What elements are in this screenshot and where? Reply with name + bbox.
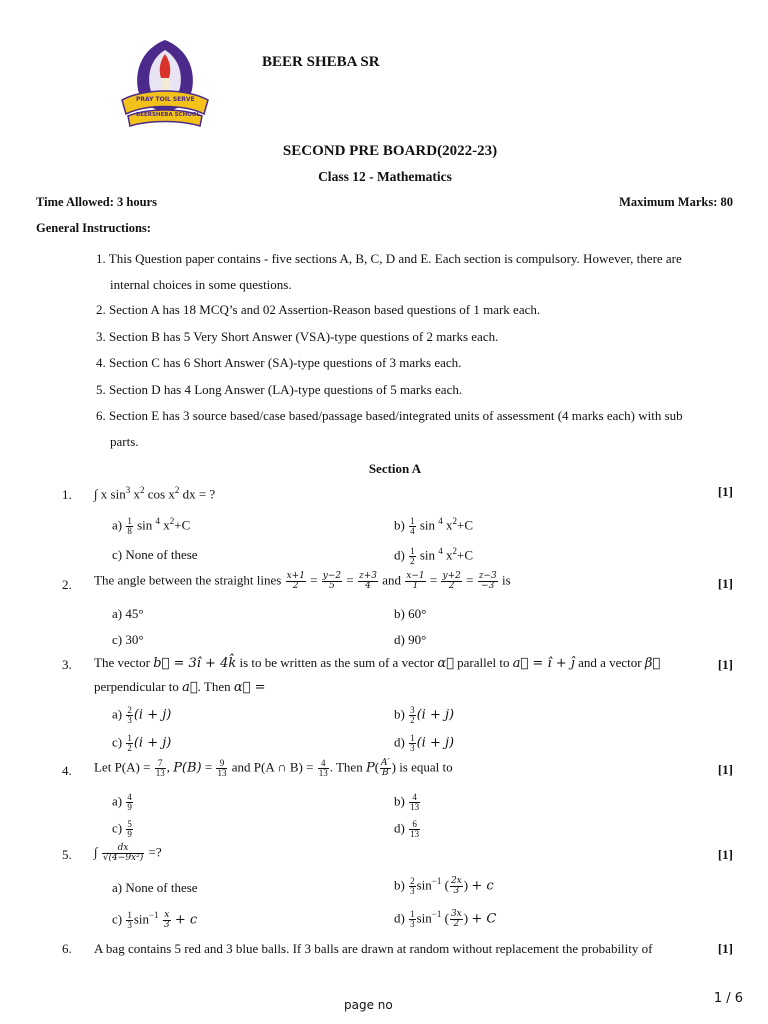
question-mark: [1] (717, 576, 733, 591)
instruction-item: parts. (110, 434, 139, 449)
page-label: page no (344, 998, 393, 1012)
question-2-text: The angle between the straight lines $\frac{x+1}{2}$ = $\frac{y-2}{5}$ = $\frac{z+3}{4}$ and $\frac{x-1}{1}$ = $\frac{y+2}{2}$ = $\frac{z-3}{-3}$ is (94, 571, 511, 591)
instructions-heading: General Instructions: (36, 221, 151, 235)
logo-motto: PRAY TOIL SERVE (136, 96, 195, 103)
option-d: d) 90° (394, 632, 427, 647)
option-c: c) $\frac{1}{2}$ (i + j) (112, 733, 172, 753)
q3-text: . Then (197, 679, 231, 694)
question-mark: [1] (717, 847, 733, 862)
question-number: 6. (62, 941, 72, 956)
option-d: d) $\frac{1}{3}$ (i + j) (394, 733, 455, 753)
school-name: BEER SHEBA SR (262, 54, 380, 70)
question-mark: [1] (717, 657, 733, 672)
question-number: 3. (62, 657, 72, 672)
question-mark: [1] (717, 484, 733, 499)
max-marks: Maximum Marks: 80 (619, 195, 733, 209)
option-b: b) $\frac{4}{13}$ (394, 792, 420, 812)
instruction-item: internal choices in some questions. (110, 277, 292, 292)
question-number: 1. (62, 487, 72, 502)
page-count: 1 / 6 (713, 991, 743, 1006)
option-a: a) $\frac{2}{3}$ (i + j) (112, 705, 172, 725)
q4-text: and (231, 759, 251, 775)
option-d: d) $\frac{6}{13}$ (394, 819, 420, 839)
question-mark: [1] (717, 762, 733, 777)
option-b: b) 60° (394, 606, 427, 621)
q2-is: is (501, 572, 511, 588)
option-c: c) 30° (112, 632, 144, 647)
logo-school-text: BEERSHEBA SCHOOL (136, 112, 201, 118)
instruction-item: 5. Section D has 4 Long Answer (LA)-type questions of 5 marks each. (96, 382, 463, 397)
option-b: b) $\frac{2}{3}$ $\sin^{-1}$ ( $\frac{2x}{3}$ ) + c (394, 875, 494, 896)
question-number: 4. (62, 763, 72, 778)
question-mark: [1] (717, 941, 733, 956)
q3-text: The vector (94, 655, 150, 670)
option-a: a) None of these (112, 880, 198, 895)
q4-text: is equal to (399, 759, 453, 775)
instruction-item: 1. This Question paper contains - five sections A, B, C, D and E. Each section is compulsory. However, there are (96, 251, 682, 266)
q3-text: and a vector (578, 655, 642, 670)
option-c: c) $\frac{1}{3}$ $\sin^{-1}$ $\frac{x}{3}$ + c (112, 909, 198, 930)
option-a: a) $\frac{1}{8}$ sin $^4$ $x^2+C$ (112, 515, 191, 536)
instruction-item: 3. Section B has 5 Very Short Answer (VSA)-type questions of 2 marks each. (96, 329, 499, 344)
question-5-text: ∫ $\frac{dx}{\text{√(4−9x²)}}$ =? (94, 843, 162, 863)
question-6-text: A bag contains 5 red and 3 blue balls. If 3 balls are drawn at random without replacement the probability of (94, 941, 653, 956)
option-a: a) $\frac{4}{9}$ (112, 792, 132, 812)
question-4-text: Let P(A) = $\frac{7}{13}$ , P(B) = $\frac{9}{13}$ and P(A ∩ B) = $\frac{4}{13}$ . Then P( $\frac{A'}{B}$ ) is equal to (94, 758, 453, 778)
time-allowed: Time Allowed: 3 hours (36, 195, 157, 209)
q3-text: parallel to (457, 655, 510, 670)
option-b: b) $\frac{1}{4}$ sin $^4$ $x^2+C$ (394, 515, 474, 536)
question-number: 2. (62, 577, 72, 592)
q2-and: and (382, 572, 402, 588)
q4-text: Let (94, 759, 112, 775)
section-title: Section A (368, 461, 422, 476)
option-d: d) $\frac{1}{2}$ sin $^4$ $x^2+C$ (394, 545, 474, 566)
q3-text: is to be written as the sum of a vector (239, 655, 435, 670)
question-3-text-line2: perpendicular to a⃗. Then α⃗ = (94, 679, 266, 695)
option-c: c) None of these (112, 547, 198, 562)
q3-text: perpendicular to (94, 679, 179, 694)
school-logo (114, 38, 216, 130)
question-3-text: The vector b⃗ = 3î + 4k̂ is to be written as the sum of a vector α⃗ parallel to a⃗ = î + ĵ and a vector β⃗ (94, 655, 661, 671)
option-a: a) 45° (112, 606, 144, 621)
question-1-text: ∫ x $\sin^3 x^2$ $\cos x^2$ dx = ? (94, 485, 216, 502)
option-c: c) $\frac{5}{9}$ (112, 819, 132, 839)
q4-text: . Then (329, 759, 363, 775)
question-number: 5. (62, 847, 72, 862)
instruction-item: 2. Section A has 18 MCQ’s and 02 Assertion-Reason based questions of 1 mark each. (96, 302, 541, 317)
subject-title: Class 12 - Mathematics (318, 169, 452, 184)
instruction-item: 6. Section E has 3 source based/case based/passage based/integrated units of assessment (4 marks each) with sub (96, 408, 683, 423)
q2-text-a: The angle between the straight lines (94, 572, 282, 588)
exam-title: SECOND PRE BOARD(2022-23) (282, 143, 498, 159)
option-d: d) $\frac{1}{3}$ $\sin^{-1}$ ( $\frac{3x}{2}$ ) + C (394, 908, 497, 929)
instruction-item: 4. Section C has 6 Short Answer (SA)-type questions of 3 marks each. (96, 355, 462, 370)
option-b: b) $\frac{3}{2}$ (i + j) (394, 705, 455, 725)
